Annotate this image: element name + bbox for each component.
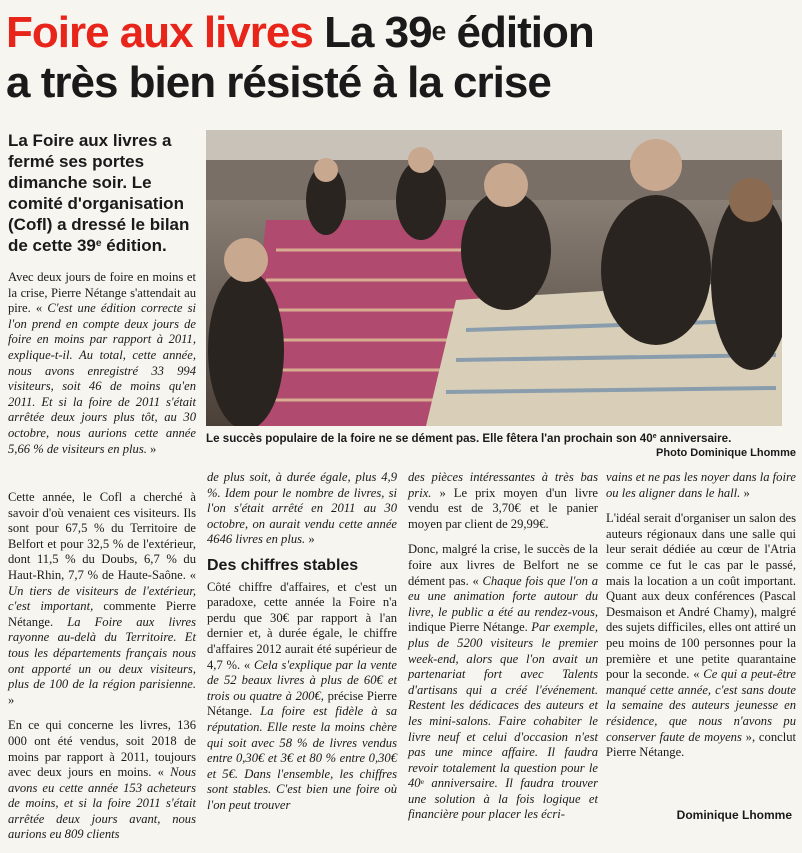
title-sup: e bbox=[431, 16, 446, 46]
paragraph: En ce qui concerne les livres, 136 000 ont été vendus, soit 2018 de moins par rapport à 2011, toujours avec deux jours en moins. « Nous avons eu cette année 153 acheteurs de moins, et si la foire 2011 s'était arrêtée deux jours avant, nous aurions eu 809 clients bbox=[8, 718, 196, 842]
title-part-b: édition bbox=[445, 8, 594, 57]
caption-sup: e bbox=[652, 433, 657, 440]
photo-caption bbox=[206, 431, 796, 461]
paragraph: Avec deux jours de foire en moins et la crise, Pierre Nétange s'attendait au pire. « C'est une édition correcte si l'on prend en compte deux jours de foire en moins par rapport à 2011, explique-t-il. Au total, cette année, nous avons enregistré 33 994 visiteurs, soit 46 de moins qu'en 2011. Et si la foire de 2011 s'était arrêtée deux jours plus tôt, au 30 octobre, nous aurions cette année 5,66 % de visiteurs en plus. » bbox=[8, 270, 196, 456]
photo-credit: Photo Dominique Lhomme bbox=[656, 447, 796, 459]
headline-line-2: a très bien résisté à la crise bbox=[6, 58, 551, 107]
headline bbox=[6, 8, 796, 108]
paragraph: vains et ne pas les noyer dans la foire ou les aligner dans le hall. » bbox=[606, 470, 796, 500]
caption-text-end: anniversaire. bbox=[656, 432, 732, 445]
paragraph: Donc, malgré la crise, le succès de la foire aux livres de Belfort ne se dément pas. « Chaque fois que l'on a eu une animation forte autour du livre, le public a été au rendez-vous, indique Pierre Nétange. Par exemple, plus de 5200 visiteurs le premier week-end, alors que l'on avait un partenariat fort avec Talents d'artisans qui a créé l'événement. Restent les dédicaces des auteurs et les mini-salons. Faire cohabiter le livre neuf et celui d'occasion n'est pas une mince affaire. Il faudra revoir totalement la question pour le 40e anniversaire. Il faudra trouver une solution à la fois logique et financière pour placer les écri- bbox=[408, 542, 598, 822]
author-signature: Dominique Lhomme bbox=[676, 808, 792, 822]
paragraph: L'idéal serait d'organiser un salon des auteurs régionaux dans une salle qui leur serait dédiée au cœur de l'Atria comme ce fut le cas par le passé, mais la location a un coût important. Quant aux deux conférences (Pascal Desmaison et André Chamy), malgré des sujets difficiles, elles ont attiré un peu moins de 100 personnes pour la première et une petite quarantaine pour la seconde. « Ce qui a peut-être manqué cette année, c'est sans doute la semaine des auteurs jeunesse en résidence, que nous n'avons pu conserver faute de moyens », conclut Pierre Nétange. bbox=[606, 511, 796, 760]
rubric: Foire aux livres bbox=[6, 8, 313, 57]
column-1-bottom bbox=[8, 490, 196, 853]
chapeau bbox=[8, 130, 198, 256]
paragraph: de plus soit, à durée égale, plus 4,9 %. Idem pour le nombre de livres, si l'on s'était arrêté en 2011 au 30 octobre, on aurait vendu cette année 4646 livres en plus. » bbox=[207, 470, 397, 547]
book-fair-photo bbox=[206, 130, 782, 426]
title-part-a: La 39 bbox=[324, 8, 432, 57]
chapeau-text: La Foire aux livres a fermé ses portes dimanche soir. Le comité d'organisation (Cofl) a dressé le bilan de cette 39 bbox=[8, 131, 190, 255]
column-2 bbox=[207, 470, 397, 823]
caption-text: Le succès populaire de la foire ne se dément pas. Elle fêtera l'an prochain son 40 bbox=[206, 432, 653, 445]
headline-line-1 bbox=[6, 8, 796, 58]
column-4 bbox=[606, 470, 796, 771]
column-1-top bbox=[8, 270, 196, 467]
paragraph: Côté chiffre d'affaires, et c'est un paradoxe, cette année la Foire n'a perdu que 30€ par rapport à l'an dernier et, à durée égale, le chiffre d'affaires 2012 aurait été supérieur de 4,7 %. « Cela s'explique par la vente de 52 beaux livres à plus de 60€ et trois ou quatre à 200€, précise Pierre Nétange. La foire est fidèle à sa réputation. Elle reste la moins chère qui soit avec 58 % de livres vendus entre 0,30€ et 3€ et 80 % entre 0,30€ et 5€. Dans l'ensemble, les chiffres sont stables. C'est bien une foire où l'on peut trouver bbox=[207, 579, 397, 812]
chapeau-text-end: édition. bbox=[101, 236, 167, 255]
paragraph: Cette année, le Cofl a cherché à savoir d'où venaient ces visiteurs. Ils sont pour 67,5 % du Territoire de Belfort et pour 32,5 % de l'extérieur, dont 11,5 % du Doubs, 6,7 % du Haut-Rhin, 7,7 % de Haute-Saône. « Un tiers de visiteurs de l'extérieur, c'est important, commente Pierre Nétange. La Foire aux livres rayonne au-delà du Territoire. Et tous les départements français nous ont apporté un ou deux visiteurs, plus de 100 de la région parisienne. » bbox=[8, 490, 197, 707]
chapeau-sup: e bbox=[95, 238, 102, 249]
column-3 bbox=[408, 470, 598, 833]
subheading: Des chiffres stables bbox=[207, 556, 359, 574]
photo-illustration bbox=[206, 130, 782, 426]
paragraph: des pièces intéressantes à très bas prix. » Le prix moyen d'un livre vendu est de 3,70€ et le panier moyen par client de 29,99€. bbox=[408, 470, 598, 531]
